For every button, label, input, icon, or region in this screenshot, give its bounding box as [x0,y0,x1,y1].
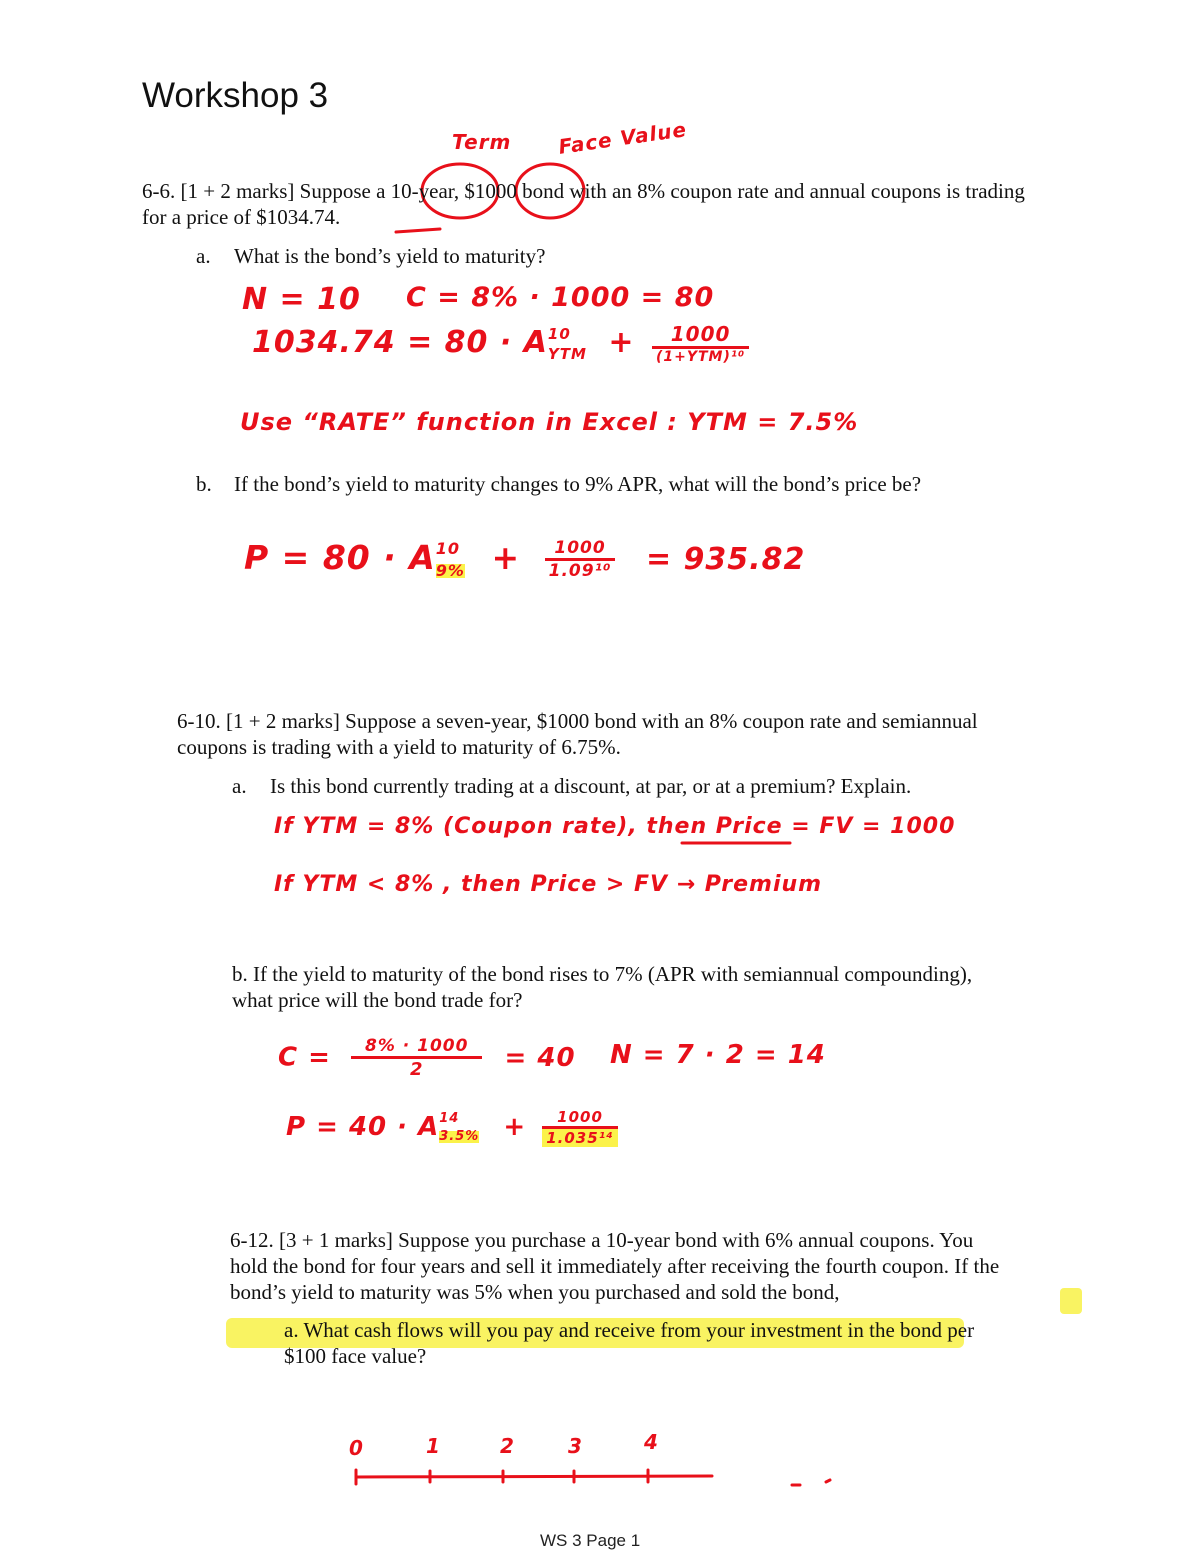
work-par: If YTM = 8% (Coupon rate), then Price = FV = 1000 [274,814,956,839]
timeline-label-3: 3 [568,1434,583,1458]
work-eq-sub: YTM [547,344,587,363]
underline-fv [0,830,1200,850]
work-p-semi [286,1108,618,1147]
work-c: C = 8% · 1000 = 80 [406,282,715,313]
q6-12-line2: hold the bond for four years and sell it immediately after receiving the fourth coupon. If the [230,1254,1000,1278]
work-n-semi: N = 7 · 2 = 14 [610,1040,826,1070]
work-c-num: 8% · 1000 [351,1036,482,1059]
term-annotation: Term [452,130,512,154]
q6-10-b-line1: b. If the yield to maturity of the bond rises to 7% (APR with semiannual compounding), [232,962,973,986]
work-b-left: P = 80 · A [244,538,436,577]
work-b-sub: 9% [435,560,465,580]
q6-12-line1: 6-12. [3 + 1 marks] Suppose you purchase a 10-year bond with 6% annual coupons. You [230,1228,974,1252]
timeline-label-4: 4 [644,1430,659,1454]
timeline-label-2: 2 [500,1434,515,1458]
q6-6-line2: for a price of $1034.74. [142,205,341,229]
highlight-mark [1060,1288,1082,1314]
work-p-den: 1.035¹⁴ [542,1129,618,1147]
work-eq-den: (1+YTM)¹⁰ [656,349,746,365]
work-n: N = 10 [242,282,361,317]
work-eq-num: 1000 [652,322,749,349]
q6-10-a-text: Is this bond currently trading at a discount, at par, or at a premium? Explain. [270,774,912,798]
work-eq [252,322,749,365]
work-excel: Use “RATE” function in Excel : YTM = 7.5% [240,408,859,436]
q6-6-b-text: If the bond’s yield to maturity changes to 9% APR, what will the bond’s price be? [234,472,922,496]
q6-6-line1: 6-6. [1 + 2 marks] Suppose a 10-year, $1000 bond with an 8% coupon rate and annual coupons is trading [142,179,1025,203]
work-c-den: 2 [409,1059,424,1080]
work-p-sup: 14 [439,1110,460,1126]
work-premium: If YTM < 8% , then Price > FV → Premium [274,872,823,897]
work-b-result: = 935.82 [645,542,806,577]
work-p-sub: 3.5% [439,1128,480,1144]
page-title: Workshop 3 [142,76,329,115]
work-c-left: C = [278,1042,331,1073]
work-eq-sup: 10 [547,324,571,343]
q6-10-line2: coupons is trading with a yield to maturity of 6.75%. [177,735,621,759]
work-c-result: = 40 [504,1042,576,1073]
work-b-plus: + [491,538,521,577]
q6-10-line1: 6-10. [1 + 2 marks] Suppose a seven-year, $1000 bond with an 8% coupon rate and semiannual [177,709,978,733]
work-p-plus: + [503,1112,527,1142]
q6-6-b-label: b. [196,472,212,496]
q6-12-a-line2: $100 face value? [284,1344,427,1368]
q6-10-b-line2: what price will the bond trade for? [232,988,523,1012]
q6-12-a-line1: a. What cash flows will you pay and receive from your investment in the bond per [284,1318,975,1342]
work-b-sup: 10 [435,538,461,558]
work-b-num: 1000 [545,538,616,561]
q6-12-line3: bond’s yield to maturity was 5% when you purchased and sold the bond, [230,1280,840,1304]
underline-price [396,229,440,232]
page-footer: WS 3 Page 1 [540,1531,641,1550]
timeline-label-0: 0 [349,1436,364,1460]
work-p-left: P = 40 · A [286,1112,440,1142]
q6-6-a-text: What is the bond’s yield to maturity? [234,244,546,268]
face-value-annotation: Face Value [556,117,689,159]
timeline-line [0,1460,1200,1500]
work-b-den: 1.09¹⁰ [548,561,612,581]
work-p-num: 1000 [542,1108,618,1129]
q6-6-a-label: a. [196,244,211,268]
work-c-semi [278,1036,576,1080]
work-eq-left: 1034.74 = 80 · A [252,325,548,360]
work-eq-plus: + [608,325,635,360]
work-b [244,538,805,581]
q6-10-a-label: a. [232,774,247,798]
timeline-label-1: 1 [426,1434,441,1458]
